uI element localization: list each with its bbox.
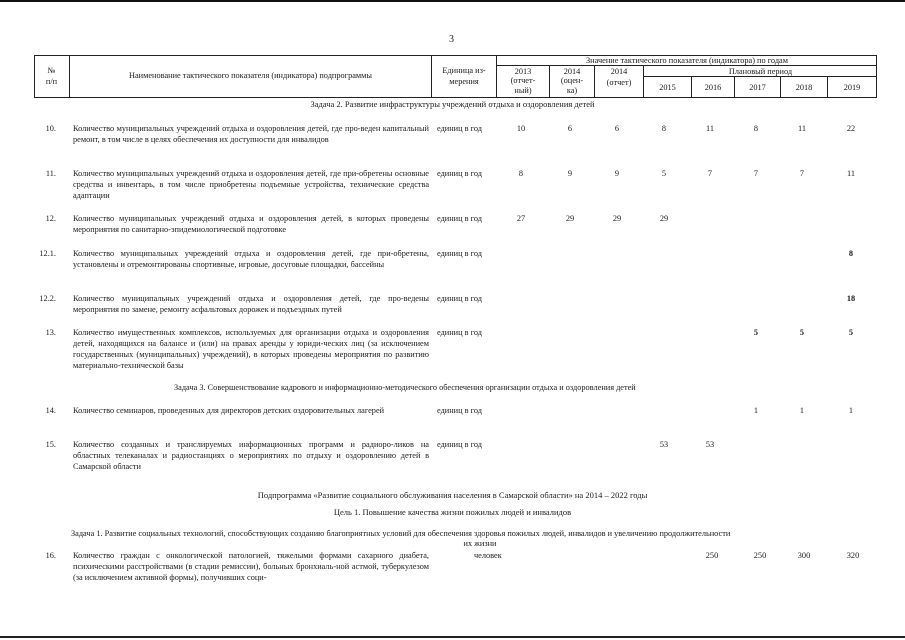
year-2013-note: (отчет- ный) <box>510 76 536 95</box>
planned-title: Плановый период <box>728 67 793 76</box>
year-2018: 2018 <box>795 83 813 92</box>
task-2-heading: Задача 2. Развитие инфраструктуры учреждений отдыха и оздоровления детей <box>310 99 595 109</box>
col-name-header: Наименование тактического показателя (индикатора) подпрограммы <box>129 71 372 80</box>
subprogram-heading: Подпрограмма «Развитие социального обслуживания населения в Самарской области» на 2014 – 2022 годы <box>257 490 648 500</box>
year-2019: 2019 <box>843 83 861 92</box>
task-1-heading: Задача 1. Развитие социальных технологий, способствующих созданию благоприятных условий для обеспечения здоровья пожилых людей, инвалидов и увеличению продолжительности <box>71 529 731 538</box>
year-2014a-note: (оцен- ка) <box>560 76 584 95</box>
task-3-heading: Задача 3. Совершенствование кадрового и информационно-методического обеспечения организации отдыха и оздоровления детей <box>174 383 636 392</box>
values-title: Значение тактического показателя (индикатора) по годам <box>586 56 788 65</box>
year-2015: 2015 <box>659 83 676 92</box>
year-2014a: 2014 <box>563 67 581 76</box>
year-2013: 2013 <box>514 67 532 76</box>
year-2017: 2017 <box>749 83 766 92</box>
bottom-border <box>0 636 905 638</box>
year-2016: 2016 <box>704 83 722 92</box>
col-unit-header: Единица из- мерения <box>442 66 486 86</box>
year-2014b: 2014 <box>610 67 628 76</box>
page-number: 3 <box>449 34 454 45</box>
top-border <box>0 0 905 2</box>
task-1-heading-cont: их жизни <box>463 539 497 548</box>
year-2014b-note: (отчет) <box>606 78 632 87</box>
goal-1-heading: Цель 1. Повышение качества жизни пожилых людей и инвалидов <box>333 507 572 517</box>
col-number-header: № п/п <box>45 66 58 86</box>
